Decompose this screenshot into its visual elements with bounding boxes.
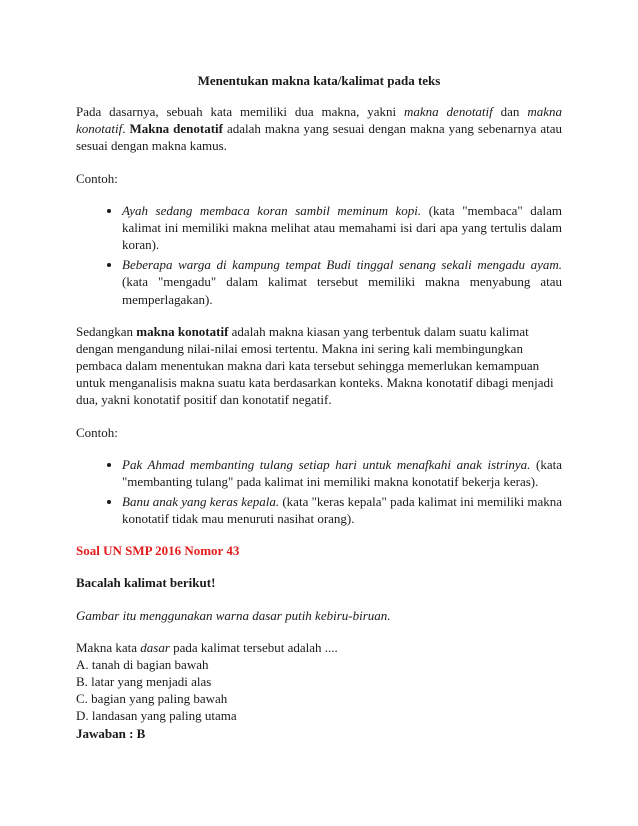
konotatif-examples-list [76, 456, 562, 528]
page-title: Menentukan makna kata/kalimat pada teks [197, 73, 441, 88]
question-part: pada kalimat tersebut adalah .... [169, 639, 338, 655]
intro-text: adalah makna yang sesuai dengan makna yang sebenarnya atau sesuai dengan makna kamus. [76, 121, 563, 154]
list-item [122, 256, 562, 307]
answer-text: Jawaban : B [76, 725, 146, 741]
contoh-label: Contoh: [76, 424, 118, 440]
question-text [76, 639, 562, 656]
answer [76, 725, 562, 742]
option-c: C. bagian yang paling bawah [76, 691, 228, 707]
example-note: (kata "keras kepala" pada kalimat ini memiliki makna konotatif tidak mau menuruti nasihat orang). [122, 493, 562, 527]
intro-text: . [122, 121, 130, 137]
term-denotatif: makna denotatif [404, 104, 493, 120]
instruction [76, 574, 562, 591]
example-sentence: Ayah sedang membaca koran sambil meminum kopi. [122, 202, 422, 218]
example-sentence: Banu anak yang keras kepala. [122, 493, 280, 509]
konotatif-paragraph [76, 323, 562, 409]
list-item [122, 456, 562, 490]
intro-text: Pada dasarnya, sebuah kata memiliki dua makna, yakni [76, 104, 405, 120]
example-note: (kata "mengadu" dalam kalimat tersebut memiliki makna menyabung atau memperlagakan). [122, 274, 562, 307]
question-block [76, 639, 562, 742]
example-sentence: Beberapa warga di kampung tempat Budi tinggal senang sekali mengadu ayam. [122, 257, 562, 273]
konotatif-text: adalah makna kiasan yang terbentuk dalam suatu kalimat dengan mengandung nilai-nilai emosi tertentu. Makna ini sering kali membingungkan pembaca dalam menentukan makna dari kata tersebut sehingga memerlukan kemampuan untuk menganalisis makna suatu kata berdasarkan konteks. Makna konotatif dibagi menjadi dua, yakni konotatif positif dan konotatif negatif. [76, 323, 554, 408]
question-part: Makna kata [76, 639, 141, 655]
intro-text: dan [492, 104, 528, 120]
contoh-label: Contoh: [76, 170, 118, 186]
konotatif-text: Sedangkan [76, 323, 137, 339]
soal-heading: Soal UN SMP 2016 Nomor 43 [76, 543, 240, 559]
quote-text: Gambar itu menggunakan warna dasar putih kebiru-biruan. [76, 607, 391, 623]
example-note: (kata "membanting tulang" pada kalimat ini memiliki makna konotatif bekerja keras). [122, 456, 562, 489]
denotatif-examples-list [76, 202, 562, 308]
term-denotatif-bold: Makna denotatif [129, 121, 223, 137]
quote-sentence [76, 607, 562, 624]
list-item [122, 493, 562, 527]
option-b: B. latar yang menjadi alas [76, 674, 212, 690]
term-konotatif-bold: makna konotatif [136, 323, 229, 339]
option-a: A. tanah di bagian bawah [76, 656, 209, 672]
instruction-text: Bacalah kalimat berikut! [76, 575, 216, 591]
term-konotatif: makna konotatif [76, 104, 562, 137]
option-d: D. landasan yang paling utama [76, 708, 237, 724]
intro-paragraph [76, 103, 562, 154]
example-sentence: Pak Ahmad membanting tulang setiap hari untuk menafkahi anak istrinya. [122, 456, 531, 472]
list-item [122, 202, 562, 253]
example-note: (kata "membaca" dalam kalimat ini memiliki makna melihat atau memahami isi dari apa yang tertulis dalam koran). [122, 202, 562, 253]
question-keyword: dasar [140, 639, 170, 655]
